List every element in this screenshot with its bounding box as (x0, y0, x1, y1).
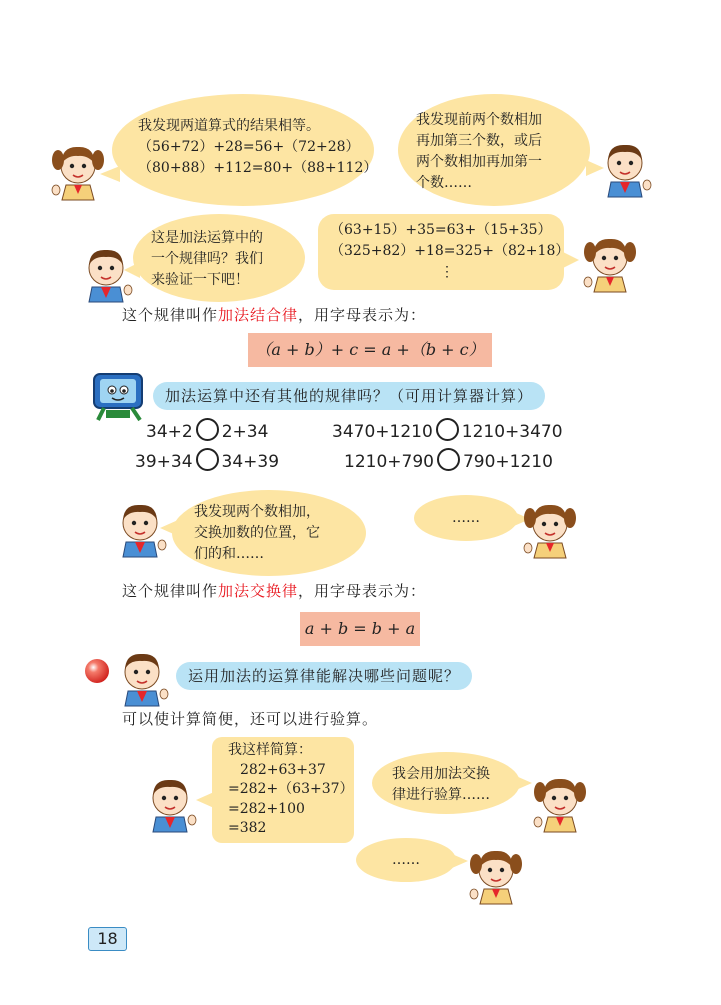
bubble-line: （80+88）+112=80+（88+112） (138, 160, 378, 176)
boy-icon (595, 135, 655, 203)
compare-circle[interactable] (437, 448, 460, 471)
sentence-post: ，用字母表示为： (298, 306, 427, 324)
bubble-line: 我会用加法交换 (392, 766, 490, 782)
compare-left: 34+2 (146, 422, 193, 442)
speech-bubble-row2-left (133, 214, 305, 302)
term-associative: 加法结合律 (218, 306, 299, 324)
comm-sentence (122, 580, 426, 601)
compare-item (344, 448, 553, 472)
compare-item (332, 418, 563, 442)
compare-right: 34+39 (221, 452, 280, 472)
speech-bubble-row1-right (398, 94, 590, 206)
term-commutative: 加法交换律 (218, 582, 299, 600)
boy-icon (112, 644, 172, 712)
bubble-line: 两个数相加再加第一 (416, 154, 542, 170)
calc-line: 我这样简算： (228, 742, 312, 758)
red-ball-icon (84, 658, 110, 688)
bubble-line: 再加第三个数，或后 (416, 133, 542, 149)
girl-icon (48, 138, 108, 206)
computer-mascot-icon (90, 370, 152, 426)
bubble-text: …… (392, 852, 420, 868)
formula-text: （a + b）+ c = a +（b + c） (255, 340, 485, 359)
girl-icon (530, 770, 590, 838)
calc-line: 282+63+37 (240, 761, 326, 778)
speech-bubble-row4-right (372, 752, 520, 814)
calc-line: =282+（63+37） (228, 781, 354, 797)
page-number: 18 (88, 927, 127, 951)
question-text: 运用加法的运算律能解决哪些问题呢？ (188, 667, 461, 685)
bubble-tail (563, 252, 579, 268)
compare-item (135, 448, 279, 472)
calc-bubble (212, 737, 354, 843)
bubble-line: （325+82）+18=325+（82+18） (330, 243, 570, 259)
girl-icon (580, 230, 640, 298)
speech-bubble-row4-bottom (356, 838, 456, 882)
bubble-line: 们的和…… (194, 546, 264, 562)
compare-circle[interactable] (196, 418, 219, 441)
bubble-tail (100, 166, 120, 182)
bubble-line: 这是加法运算中的 (151, 230, 263, 246)
compare-left: 39+34 (135, 452, 193, 472)
speech-bubble-row1-left (112, 94, 378, 206)
compare-right: 1210+3470 (461, 422, 563, 442)
bubble-line: 来验证一下吧！ (151, 272, 249, 288)
bubble-line: ⋮ (440, 264, 454, 280)
answer-text: 可以使计算简便，还可以进行验算。 (122, 710, 379, 728)
sentence-pre: 这个规律叫作 (122, 582, 219, 600)
boy-icon (140, 770, 200, 838)
bubble-line: 我发现两道算式的结果相等。 (138, 118, 320, 134)
bubble-line: 律进行验算…… (392, 787, 490, 803)
sentence-post: ，用字母表示为： (298, 582, 427, 600)
bubble-line: 我发现两个数相加， (194, 504, 320, 520)
bubble-line: 我发现前两个数相加 (416, 112, 542, 128)
girl-icon (466, 842, 526, 910)
formula-text: a + b = b + a (304, 619, 416, 638)
speech-bubble-row3-left (172, 490, 366, 576)
girl-icon (520, 496, 580, 564)
compare-right: 790+1210 (462, 452, 553, 472)
compare-circle[interactable] (196, 448, 219, 471)
assoc-formula (248, 333, 492, 367)
comm-formula (300, 612, 420, 646)
compare-circle[interactable] (436, 418, 459, 441)
compare-right: 2+34 (221, 422, 269, 442)
assoc-sentence (122, 304, 426, 325)
bubble-line: 交换加数的位置，它 (194, 525, 320, 541)
speech-bubble-row3-right (414, 495, 518, 541)
bubble-text: …… (452, 510, 480, 526)
question-bubble-1 (153, 382, 545, 410)
bubble-line: （56+72）+28=56+（72+28） (138, 139, 360, 155)
bubble-line: 个数…… (416, 175, 472, 191)
calc-line: =382 (228, 820, 267, 836)
sentence-pre: 这个规律叫作 (122, 306, 219, 324)
calc-line: =282+100 (228, 800, 305, 817)
bubble-line: （63+15）+35=63+（15+35） (330, 222, 552, 238)
bubble-line: 一个规律吗？我们 (151, 251, 263, 267)
compare-left: 3470+1210 (332, 422, 433, 442)
question-text: 加法运算中还有其他的规律吗？（可用计算器计算） (165, 387, 534, 405)
speech-bubble-row2-right (318, 214, 570, 290)
answer-sentence (122, 708, 378, 729)
compare-item (146, 418, 268, 442)
compare-left: 1210+790 (344, 452, 434, 472)
question-bubble-2 (176, 662, 472, 690)
